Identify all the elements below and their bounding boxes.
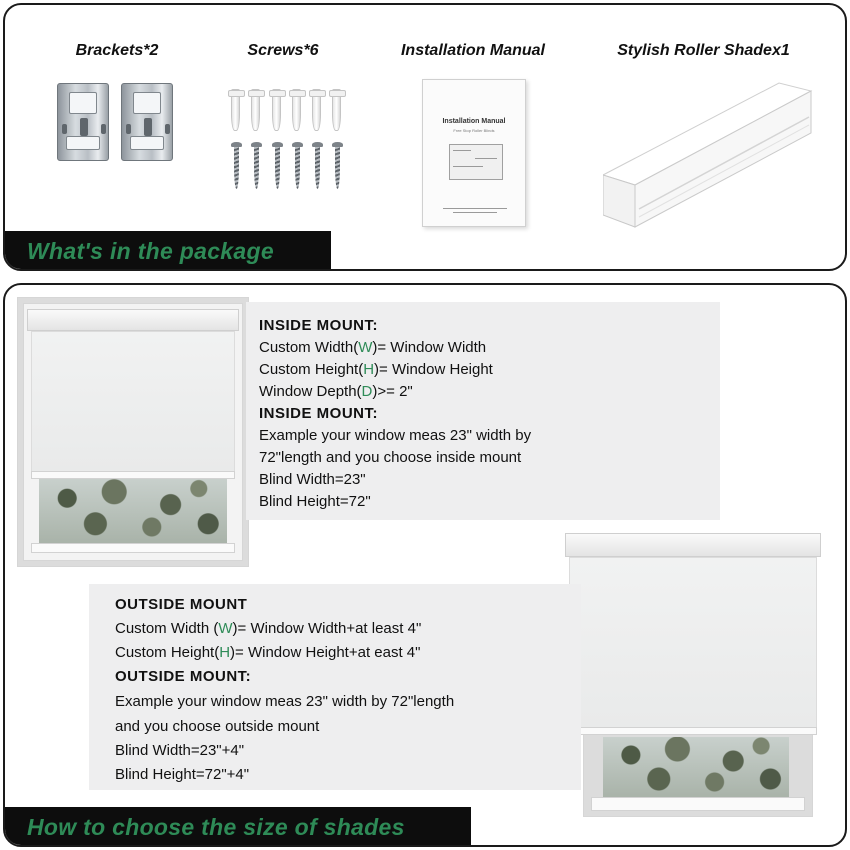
sizing-panel — [3, 283, 847, 847]
inside-example-heading: INSIDE MOUNT: — [259, 405, 378, 422]
outside-example-heading: OUTSIDE MOUNT: — [115, 668, 252, 685]
bracket-image — [121, 83, 173, 161]
manual-title: Installation Manual — [400, 42, 545, 59]
package-panel — [3, 3, 847, 271]
sizing-banner: How to choose the size of shades — [5, 807, 471, 847]
inside-blind-height: Blind Height=72" — [259, 493, 371, 510]
outside-blind-width: Blind Width=23"+4" — [115, 742, 245, 759]
bracket-image — [57, 83, 109, 161]
outside-mount-info-box — [89, 584, 581, 790]
outside-height-rule: Custom Height(H)= Window Height+at east 4" — [115, 644, 421, 661]
inside-height-rule: Custom Height(H)= Window Height — [259, 361, 493, 378]
outside-example-line-1: Example your window meas 23" width by 72"length — [115, 693, 455, 710]
outside-mount-heading: OUTSIDE MOUNT — [115, 596, 248, 613]
inside-depth-rule: Window Depth(D)>= 2" — [259, 383, 413, 400]
roller-shade-title: Stylish Roller Shadex1 — [617, 42, 790, 59]
inside-mount-heading: INSIDE MOUNT: — [259, 317, 378, 334]
inside-example-line-1: Example your window meas 23" width by — [259, 427, 532, 444]
manual-cover-subtitle: Free Stop Roller Blinds — [453, 128, 495, 133]
brackets-title: Brackets*2 — [75, 42, 159, 59]
inside-mount-info-box — [246, 302, 720, 520]
roller-shade-image — [603, 81, 813, 231]
outside-blind-height: Blind Height=72"+4" — [115, 766, 250, 783]
inside-width-rule: Custom Width(W)= Window Width — [259, 339, 487, 356]
inside-example-line-2: 72"length and you choose inside mount — [259, 449, 522, 466]
package-banner: What's in the package — [5, 231, 331, 271]
screws-title: Screws*6 — [247, 42, 319, 59]
inside-blind-width: Blind Width=23" — [259, 471, 366, 488]
manual-image — [422, 79, 526, 227]
outside-example-line-2: and you choose outside mount — [115, 718, 320, 735]
manual-cover-title: Installation Manual — [442, 118, 506, 125]
outside-width-rule: Custom Width (W)= Window Width+at least 4" — [115, 620, 422, 637]
